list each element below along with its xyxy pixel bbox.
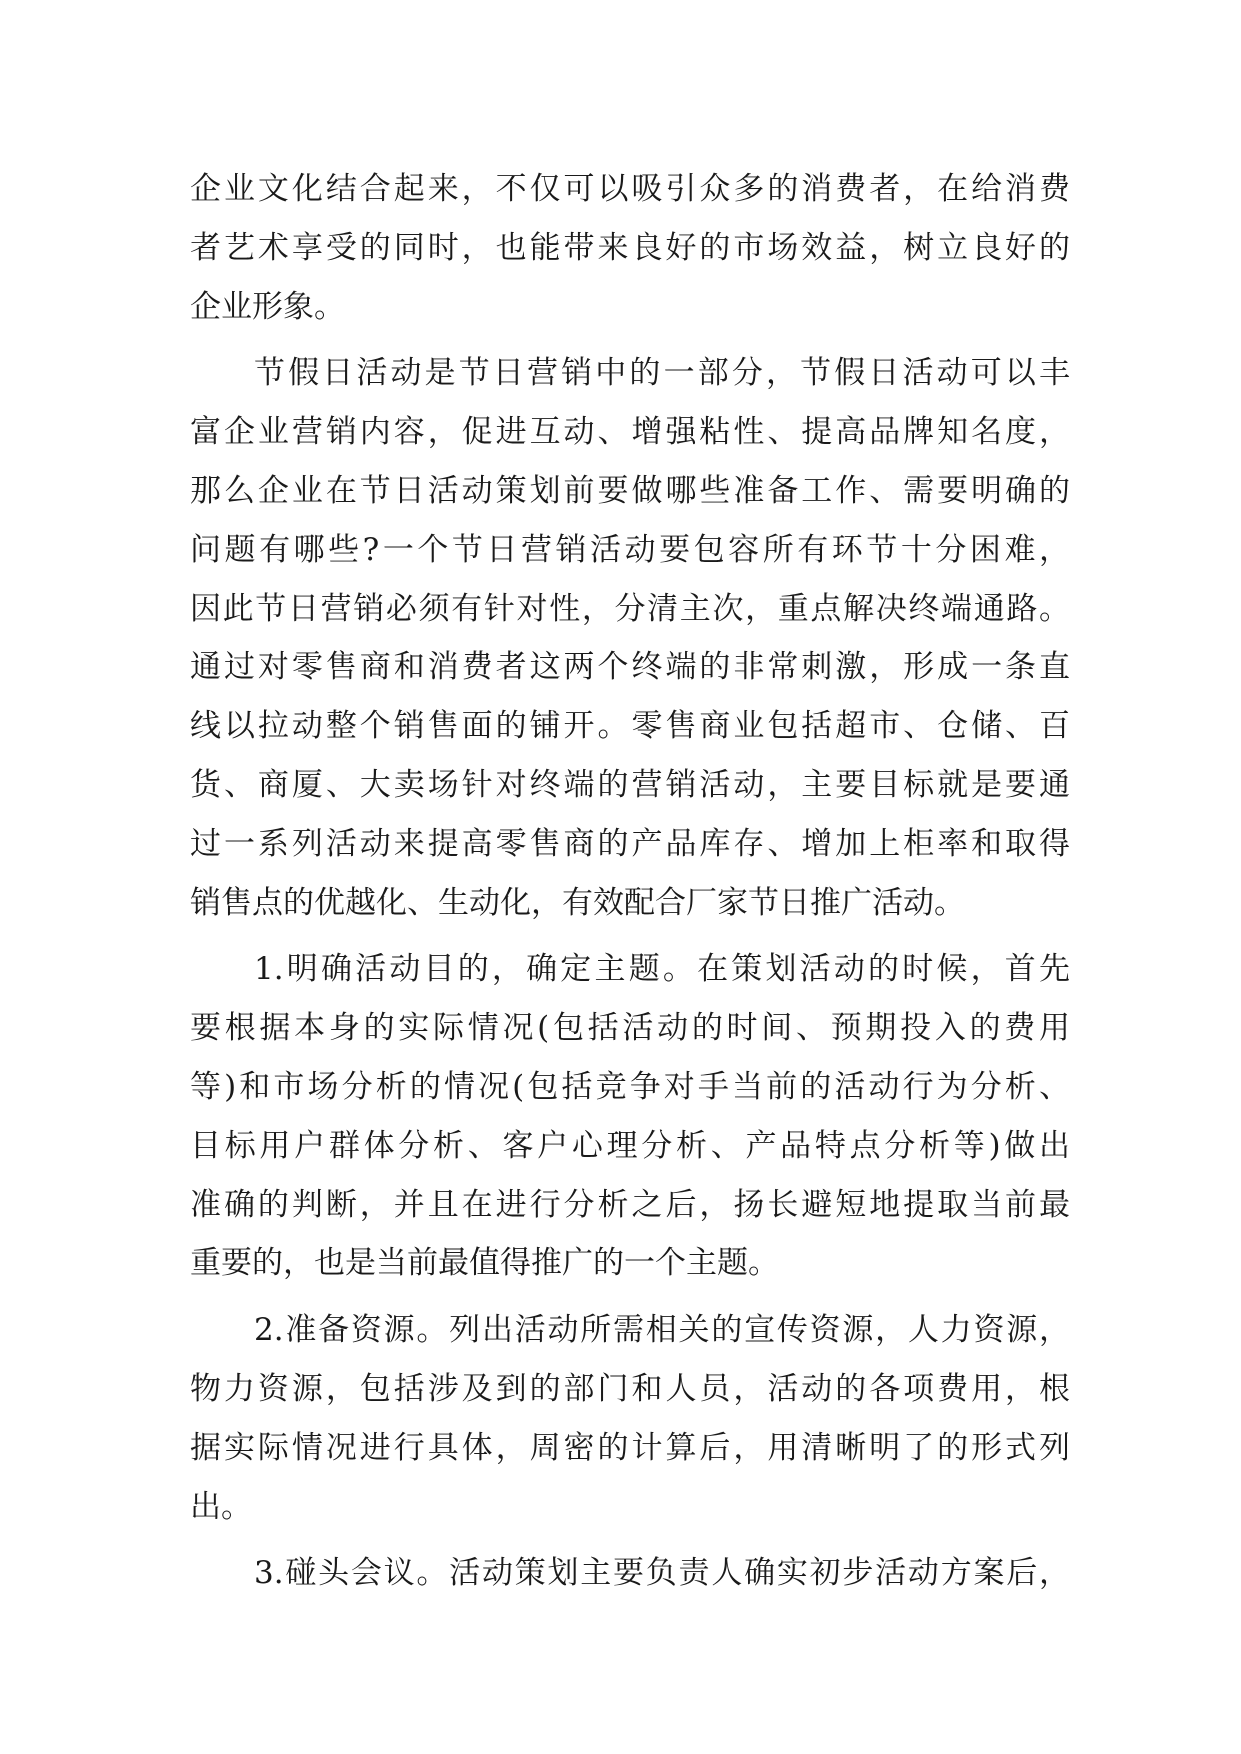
text-line: 问题有哪些?一个节日营销活动要包容所有环节十分困难， [190, 531, 1070, 568]
text-line: 2.准备资源。列出活动所需相关的宣传资源，人力资源， [254, 1312, 1070, 1349]
paragraph-5 [190, 1544, 1070, 1603]
paragraph-4 [190, 1301, 1070, 1536]
text-line: 富企业营销内容，促进互动、增强粘性、提高品牌知名度， [190, 414, 1070, 451]
text-line: 通过对零售商和消费者这两个终端的非常刺激，形成一条直 [190, 649, 1070, 686]
text-line: 那么企业在节日活动策划前要做哪些准备工作、需要明确的 [190, 472, 1070, 509]
text-line: 出。 [190, 1488, 252, 1525]
text-line: 者艺术享受的同时，也能带来良好的市场效益，树立良好的 [190, 229, 1070, 266]
text-line: 3.碰头会议。活动策划主要负责人确实初步活动方案后， [254, 1555, 1070, 1592]
text-line: 等)和市场分析的情况(包括竞争对手当前的活动行为分析、 [190, 1068, 1070, 1105]
paragraph-2 [190, 344, 1070, 932]
text-line: 1.明确活动目的，确定主题。在策划活动的时候，首先 [254, 951, 1070, 988]
paragraph-3 [190, 940, 1070, 1293]
document-body [190, 160, 1070, 1603]
text-line: 货、商厦、大卖场针对终端的营销活动，主要目标就是要通 [190, 766, 1070, 803]
text-line: 目标用户群体分析、客户心理分析、产品特点分析等)做出 [190, 1127, 1070, 1164]
text-line: 重要的，也是当前最值得推广的一个主题。 [190, 1245, 779, 1282]
text-line: 线以拉动整个销售面的铺开。零售商业包括超市、仓储、百 [190, 708, 1070, 745]
text-line: 物力资源，包括涉及到的部门和人员，活动的各项费用，根 [190, 1370, 1070, 1407]
text-line: 因此节日营销必须有针对性，分清主次，重点解决终端通路。 [190, 590, 1070, 627]
text-line: 企业形象。 [190, 288, 345, 325]
text-line: 节假日活动是节日营销中的一部分，节假日活动可以丰 [254, 355, 1070, 392]
text-line: 据实际情况进行具体，周密的计算后，用清晰明了的形式列 [190, 1429, 1070, 1466]
text-line: 销售点的优越化、生动化，有效配合厂家节日推广活动。 [190, 884, 965, 921]
paragraph-1 [190, 160, 1070, 336]
text-line: 准确的判断，并且在进行分析之后，扬长避短地提取当前最 [190, 1186, 1070, 1223]
text-line: 要根据本身的实际情况(包括活动的时间、预期投入的费用 [190, 1010, 1070, 1047]
text-line: 企业文化结合起来，不仅可以吸引众多的消费者，在给消费 [190, 171, 1070, 207]
text-line: 过一系列活动来提高零售商的产品库存、增加上柜率和取得 [190, 825, 1070, 862]
